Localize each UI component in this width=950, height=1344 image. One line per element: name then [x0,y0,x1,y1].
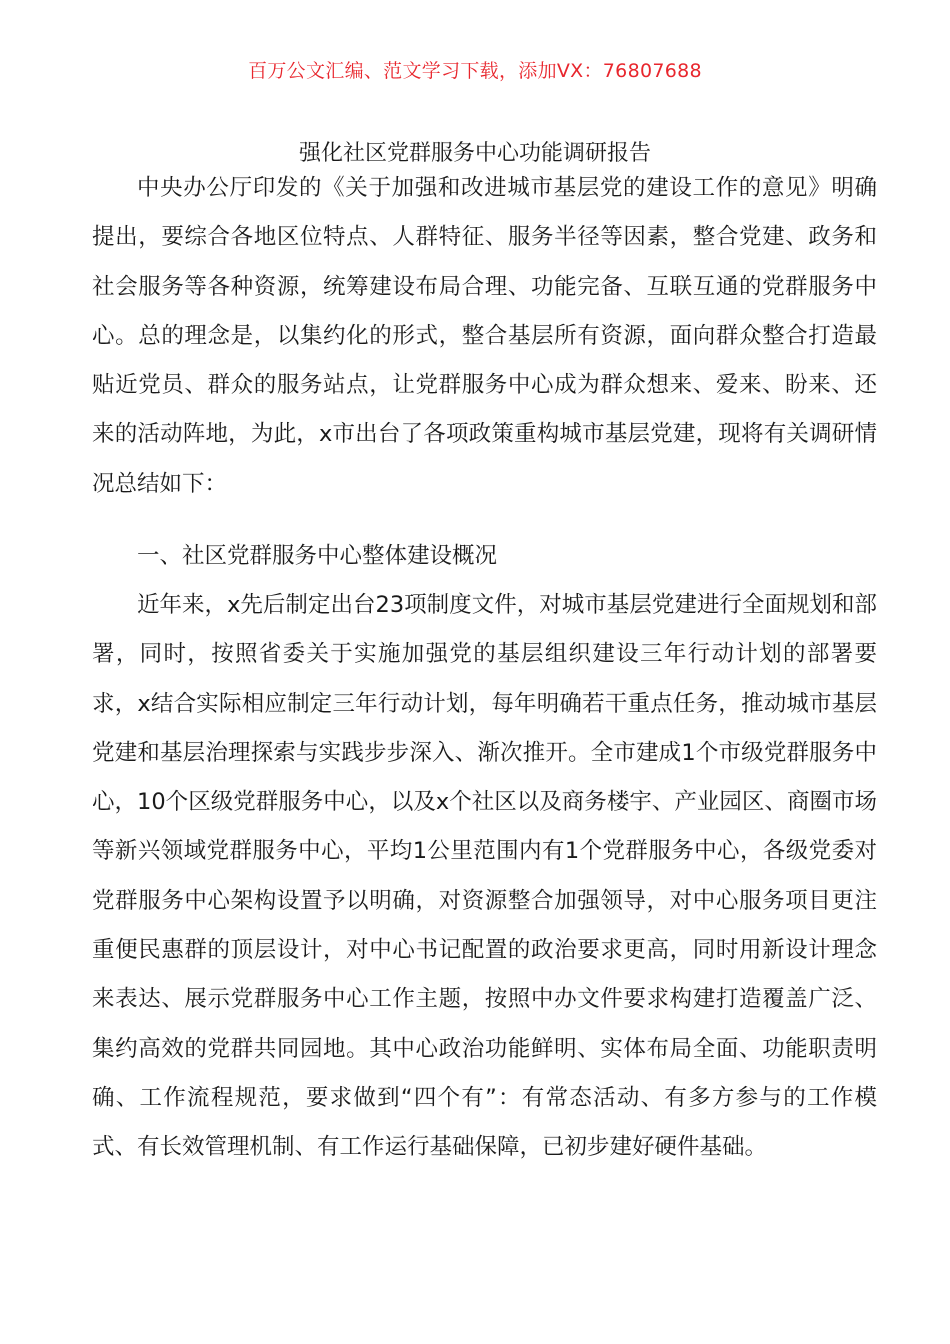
body-paragraph-intro [92,164,877,509]
body-paragraph-overview [92,581,877,1173]
section-heading-1 [92,532,877,581]
document-title: 强化社区党群服务中心功能调研报告 [298,141,651,166]
section-heading-text: 一、社区党群服务中心整体建设概况 [137,543,498,569]
watermark-header: 百万公文汇编、范文学习下载，添加VX：76807688 [248,60,702,82]
paragraph-text: 近年来，x先后制定出台23项制度文件，对城市基层党建进行全面规划和部署，同时，按照省委关于实施加强党的基层组织建设三年行动计划的部署要求，x结合实际相应制定三年行动计划，每年明确若干重点任务，推动城市基层党建和基层治理探索与实践步步深入、渐次推开。全市建成1个市级党群服务中心，10个区级党群服务中心，以及x个社区以及商务楼宇、产业园区、商圈市场等新兴领域党群服务中心，平均1公里范围内有1个党群服务中心，各级党委对党群服务中心架构设置予以明确，对资源整合加强领导，对中心服务项目更注重便民惠群的顶层设计，对中心书记配置的政治要求更高，同时用新设计理念来表达、展示党群服务中心工作主题，按照中办文件要求构建打造覆盖广泛、集约高效的党群共同园地。其中心政治功能鲜明、实体布局全面、功能职责明确、工作流程规范，要求做到“四个有”：有常态活动、有多方参与的工作模式、有长效管理机制、有工作运行基础保障，已初步建好硬件基础。 [92,592,877,1161]
paragraph-text: 中央办公厅印发的《关于加强和改进城市基层党的建设工作的意见》明确提出，要综合各地区位特点、人群特征、服务半径等因素，整合党建、政务和社会服务等各种资源，统筹建设布局合理、功能完备、互联互通的党群服务中心。总的理念是，以集约化的形式，整合基层所有资源，面向群众整合打造最贴近党员、群众的服务站点，让党群服务中心成为群众想来、爱来、盼来、还来的活动阵地，为此，x市出台了各项政策重构城市基层党建，现将有关调研情况总结如下： [92,175,877,497]
